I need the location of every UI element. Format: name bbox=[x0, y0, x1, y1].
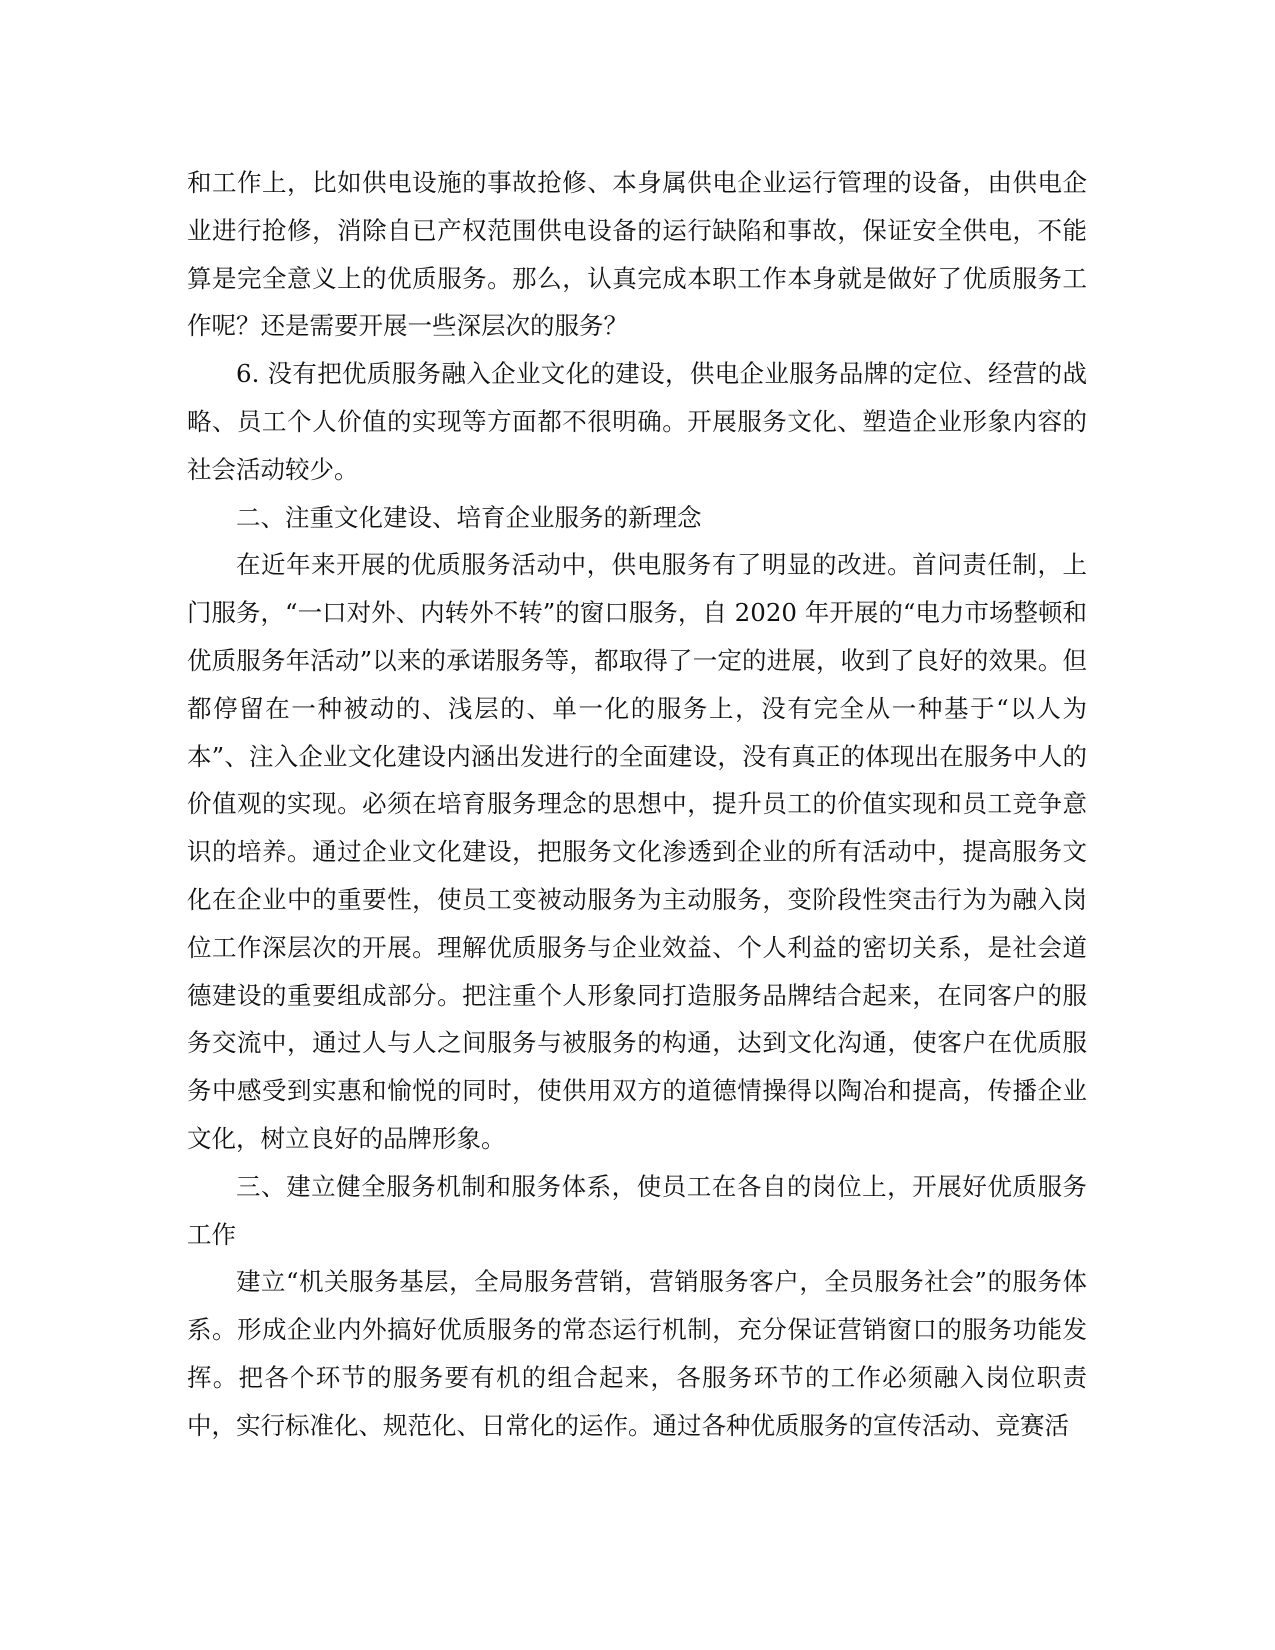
document-body bbox=[187, 159, 1087, 1450]
paragraph-section-3-body: 建立“机关服务基层，全局服务营销，营销服务客户，全员服务社会”的服务体系。形成企业内外搞好优质服务的常态运行机制，充分保证营销窗口的服务功能发挥。把各个环节的服务要有机的组合起来，各服务环节的工作必须融入岗位职责中，实行标准化、规范化、日常化的运作。通过各种优质服务的宣传活动、竞赛活 bbox=[187, 1267, 1087, 1440]
section-heading-2: 二、注重文化建设、培育企业服务的新理念 bbox=[236, 502, 702, 532]
paragraph-continuation: 和工作上，比如供电设施的事故抢修、本身属供电企业运行管理的设备，由供电企业进行抢修，消除自已产权范围供电设备的运行缺陷和事故，保证安全供电，不能算是完全意义上的优质服务。那么，认真完成本职工作本身就是做好了优质服务工作呢？还是需要开展一些深层次的服务？ bbox=[187, 168, 1087, 341]
section-heading-3: 三、建立健全服务机制和服务体系，使员工在各自的岗位上，开展好优质服务工作 bbox=[187, 1171, 1087, 1249]
paragraph-section-2-body: 在近年来开展的优质服务活动中，供电服务有了明显的改进。首问责任制，上门服务，“一口对外、内转外不转”的窗口服务，自 2020 年开展的“电力市场整顿和优质服务年活动”以来的承诺服务等，都取得了一定的进展，收到了良好的效果。但都停留在一种被动的、浅层的、单一化的服务上，没有完全从一种基于“以人为本”、注入企业文化建设内涵出发进行的全面建设，没有真正的体现出在服务中人的价值观的实现。必须在培育服务理念的思想中，提升员工的价值实现和员工竞争意识的培养。通过企业文化建设，把服务文化渗透到企业的所有活动中，提高服务文化在企业中的重要性，使员工变被动服务为主动服务，变阶段性突击行为为融入岗位工作深层次的开展。理解优质服务与企业效益、个人利益的密切关系，是社会道德建设的重要组成部分。把注重个人形象同打造服务品牌结合起来，在同客户的服务交流中，通过人与人之间服务与被服务的构通，达到文化沟通，使客户在优质服务中感受到实惠和愉悦的同时，使供用双方的道德情操得以陶冶和提高，传播企业文化，树立良好的品牌形象。 bbox=[187, 550, 1087, 1153]
paragraph-item-6: 6. 没有把优质服务融入企业文化的建设，供电企业服务品牌的定位、经营的战略、员工个人价值的实现等方面都不很明确。开展服务文化、塑造企业形象内容的社会活动较少。 bbox=[187, 359, 1087, 484]
